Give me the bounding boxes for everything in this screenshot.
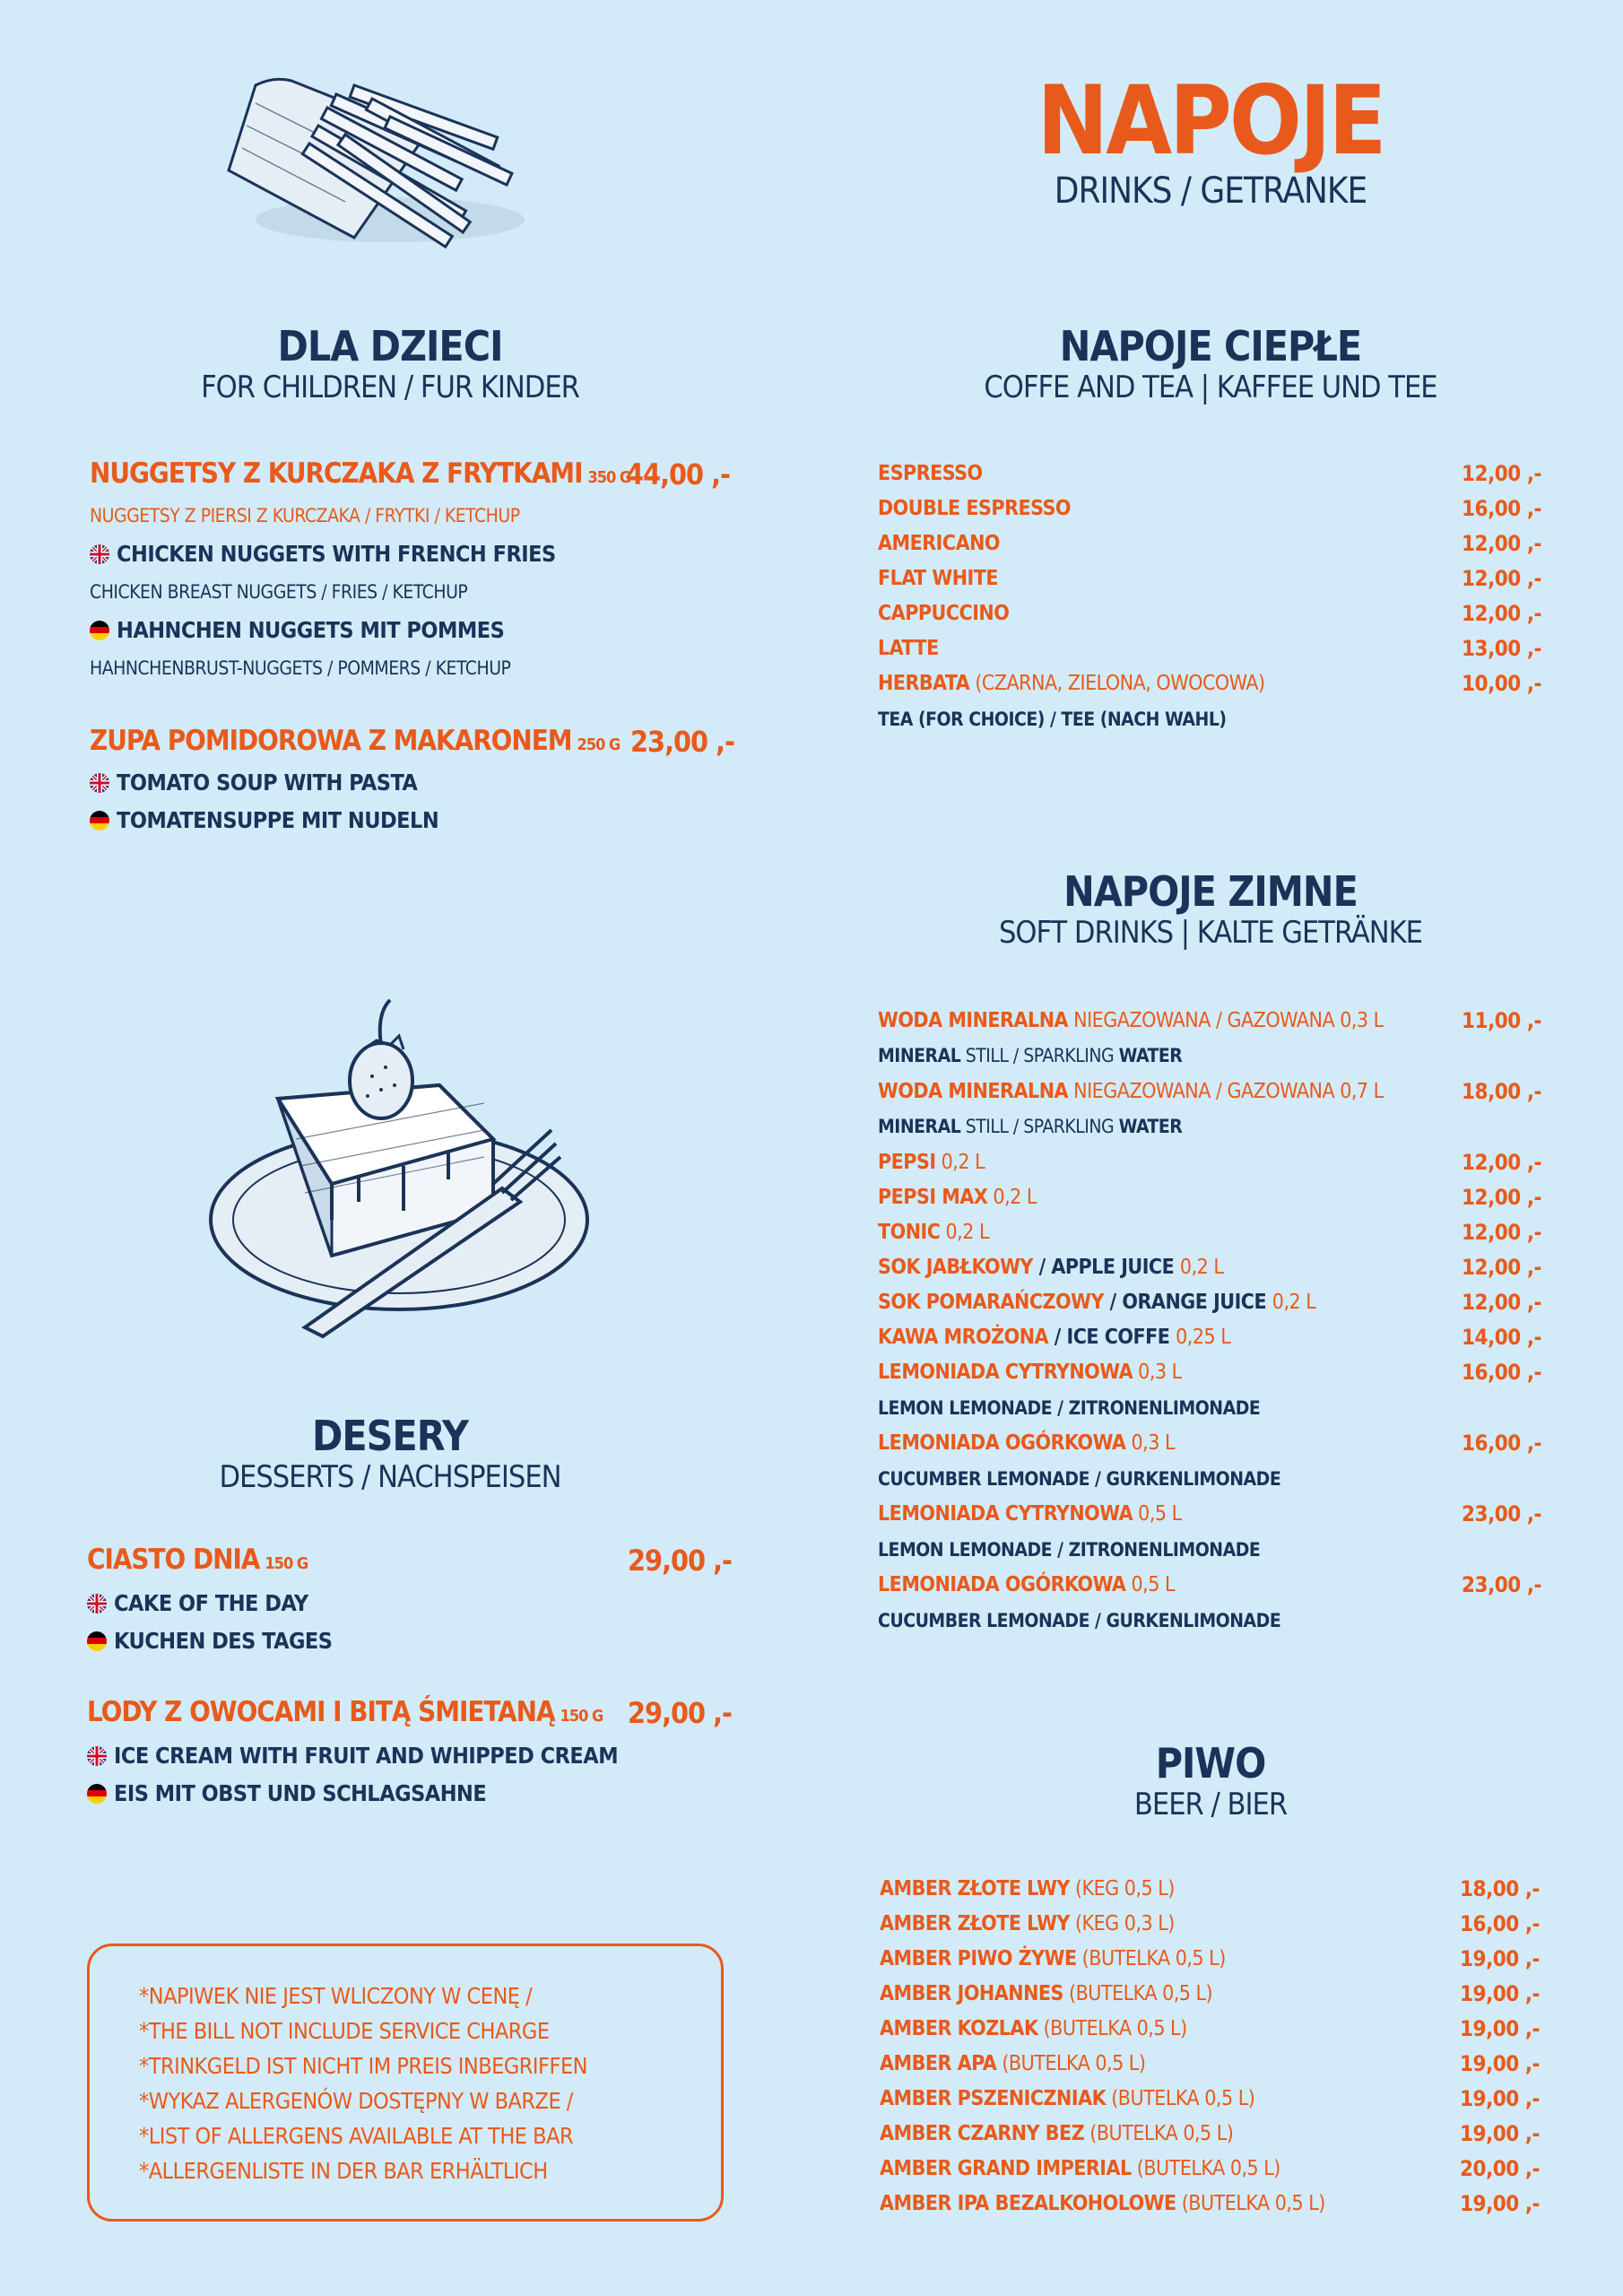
hot-drinks-subtitle: COFFE AND TEA | KAFFEE UND TEE <box>984 370 1437 405</box>
hot-drink-row: LATTE 13,00 ,- <box>878 635 1541 661</box>
kids-item-2-price: 23,00 ,- <box>630 725 734 759</box>
dessert-item-2-de: EIS MIT OBST UND SCHLAGSAHNE <box>87 1780 486 1806</box>
dessert-item-2-name: LODY Z OWOCAMI I BITĄ ŚMIETANĄ 150 G <box>87 1696 603 1728</box>
note-line: *NAPIWEK NIE JEST WLICZONY W CENĘ / <box>139 1983 533 2009</box>
beer-row: AMBER IPA BEZALKOHOLOWE (BUTELKA 0,5 L) 19,00 ,- <box>880 2190 1540 2216</box>
cold-drink-row: PEPSI 0,2 L 12,00 ,- <box>878 1149 1541 1175</box>
beer-title: PIWO <box>1155 1739 1266 1787</box>
cold-drink-row: SOK JABŁKOWY / APPLE JUICE 0,2 L 12,00 ,- <box>878 1254 1541 1280</box>
beer-row: AMBER JOHANNES (BUTELKA 0,5 L) 19,00 ,- <box>880 1980 1540 2006</box>
cold-drink-row: KAWA MROŻONA / ICE COFFE 0,25 L 14,00 ,- <box>878 1324 1541 1350</box>
cold-drink-row: WODA MINERALNA NIEGAZOWANA / GAZOWANA 0,3 L 11,00 ,- <box>878 1007 1541 1033</box>
note-line: *ALLERGENLISTE IN DER BAR ERHÄLTLICH <box>139 2158 548 2184</box>
kids-item-1-de-desc: HAHNCHENBRUST-NUGGETS / POMMERS / KETCHUP <box>90 657 511 679</box>
kids-item-2-de: TOMATENSUPPE MIT NUDELN <box>90 807 438 833</box>
beer-row: AMBER KOZLAK (BUTELKA 0,5 L) 19,00 ,- <box>880 2015 1540 2041</box>
note-line: *WYKAZ ALERGENÓW DOSTĘPNY W BARZE / <box>139 2088 573 2114</box>
dessert-item-2-price: 29,00 ,- <box>628 1696 732 1730</box>
dessert-item-2-en: ICE CREAM WITH FRUIT AND WHIPPED CREAM <box>87 1743 618 1769</box>
kids-item-1-en: CHICKEN NUGGETS WITH FRENCH FRIES <box>90 541 556 567</box>
desserts-subtitle: DESSERTS / NACHSPEISEN <box>219 1459 561 1495</box>
beer-header <box>942 1740 1480 1822</box>
german-flag-icon <box>90 621 109 640</box>
hot-drink-row: HERBATA (CZARNA, ZIELONA, OWOCOWA) 10,00 ,- <box>878 670 1541 696</box>
french-fries-illustration <box>220 72 578 260</box>
german-flag-icon <box>87 1631 107 1651</box>
cold-drink-sub: CUCUMBER LEMONADE / GURKENLIMONADE <box>878 1468 1281 1490</box>
cold-drink-sub: LEMON LEMONADE / ZITRONENLIMONADE <box>878 1397 1261 1419</box>
cold-drink-row: WODA MINERALNA NIEGAZOWANA / GAZOWANA 0,7 L 18,00 ,- <box>878 1078 1541 1104</box>
kids-subtitle: FOR CHILDREN / FUR KINDER <box>201 370 579 405</box>
note-line: *THE BILL NOT INCLUDE SERVICE CHARGE <box>139 2018 550 2044</box>
dessert-item-1-de: KUCHEN DES TAGES <box>87 1628 333 1654</box>
dessert-item-1-price: 29,00 ,- <box>628 1544 732 1578</box>
cold-drinks-subtitle: SOFT DRINKS | KALTE GETRÄNKE <box>999 915 1422 951</box>
hot-drink-row: DOUBLE ESPRESSO 16,00 ,- <box>878 495 1541 521</box>
cold-drink-row: LEMONIADA OGÓRKOWA 0,3 L 16,00 ,- <box>878 1430 1541 1456</box>
hot-drink-row: AMERICANO 12,00 ,- <box>878 530 1541 556</box>
hot-drink-row: ESPRESSO 12,00 ,- <box>878 460 1541 486</box>
hot-drink-row: CAPPUCCINO 12,00 ,- <box>878 600 1541 626</box>
kids-item-1-price: 44,00 ,- <box>626 457 730 491</box>
cold-drink-row: TONIC 0,2 L 12,00 ,- <box>878 1219 1541 1245</box>
kids-item-1-desc: NUGGETSY Z PIERSI Z KURCZAKA / FRYTKI / KETCHUP <box>90 505 520 526</box>
beer-row: AMBER PSZENICZNIAK (BUTELKA 0,5 L) 19,00 ,- <box>880 2085 1540 2111</box>
kids-item-2-name: ZUPA POMIDOROWA Z MAKARONEM 250 G <box>90 725 621 757</box>
beer-subtitle: BEER / BIER <box>1133 1787 1288 1822</box>
cold-drink-sub: MINERAL STILL / SPARKLING WATER <box>878 1045 1183 1066</box>
cold-drink-row: LEMONIADA OGÓRKOWA 0,5 L 23,00 ,- <box>878 1571 1541 1597</box>
beer-row: AMBER PIWO ŻYWE (BUTELKA 0,5 L) 19,00 ,- <box>880 1945 1540 1971</box>
dessert-item-1-en: CAKE OF THE DAY <box>87 1590 308 1616</box>
hot-drink-row: FLAT WHITE 12,00 ,- <box>878 565 1541 591</box>
page-title: NAPOJE <box>1037 65 1384 176</box>
note-line: *TRINKGELD IST NICHT IM PREIS INBEGRIFFEN <box>139 2053 587 2079</box>
cold-drinks-header <box>942 868 1480 951</box>
uk-flag-icon <box>90 773 109 793</box>
beer-row: AMBER APA (BUTELKA 0,5 L) 19,00 ,- <box>880 2050 1540 2076</box>
tea-note: TEA (FOR CHOICE) / TEE (NACH WAHL) <box>878 709 1227 730</box>
hot-drinks-header <box>942 323 1480 405</box>
cold-drinks-title: NAPOJE ZIMNE <box>1063 867 1358 916</box>
beer-row: AMBER ZŁOTE LWY (KEG 0,3 L) 16,00 ,- <box>880 1910 1540 1936</box>
dessert-item-1-name: CIASTO DNIA 150 G <box>87 1544 308 1576</box>
kids-header <box>126 323 655 405</box>
beer-row: AMBER CZARNY BEZ (BUTELKA 0,5 L) 19,00 ,- <box>880 2120 1540 2146</box>
note-line: *LIST OF ALLERGENS AVAILABLE AT THE BAR <box>139 2123 574 2149</box>
cold-drink-row: LEMONIADA CYTRYNOWA 0,3 L 16,00 ,- <box>878 1359 1541 1385</box>
cold-drink-sub: LEMON LEMONADE / ZITRONENLIMONADE <box>878 1539 1261 1561</box>
kids-item-1-en-desc: CHICKEN BREAST NUGGETS / FRIES / KETCHUP <box>90 581 468 603</box>
uk-flag-icon <box>90 544 109 564</box>
cold-drink-sub: CUCUMBER LEMONADE / GURKENLIMONADE <box>878 1610 1281 1631</box>
kids-item-1-de: HAHNCHEN NUGGETS MIT POMMES <box>90 617 504 643</box>
cold-drink-row: PEPSI MAX 0,2 L 12,00 ,- <box>878 1184 1541 1210</box>
drinks-header <box>977 65 1444 212</box>
german-flag-icon <box>90 811 109 831</box>
beer-row: AMBER GRAND IMPERIAL (BUTELKA 0,5 L) 20,00 ,- <box>880 2155 1540 2181</box>
kids-title: DLA DZIECI <box>277 322 503 370</box>
desserts-title: DESERY <box>311 1412 469 1460</box>
hot-drinks-title: NAPOJE CIEPŁE <box>1059 322 1362 370</box>
desserts-header <box>126 1413 655 1495</box>
cold-drink-row: SOK POMARAŃCZOWY / ORANGE JUICE 0,2 L 12,00 ,- <box>878 1289 1541 1315</box>
kids-item-2-en: TOMATO SOUP WITH PASTA <box>90 770 417 796</box>
uk-flag-icon <box>87 1594 107 1613</box>
cake-illustration <box>197 996 601 1345</box>
uk-flag-icon <box>87 1746 107 1766</box>
cold-drink-row: LEMONIADA CYTRYNOWA 0,5 L 23,00 ,- <box>878 1500 1541 1526</box>
kids-item-1-name: NUGGETSY Z KURCZAKA Z FRYTKAMI 350 G <box>90 457 631 490</box>
beer-row: AMBER ZŁOTE LWY (KEG 0,5 L) 18,00 ,- <box>880 1875 1540 1901</box>
german-flag-icon <box>87 1784 107 1804</box>
cold-drink-sub: MINERAL STILL / SPARKLING WATER <box>878 1116 1183 1137</box>
page-subtitle: DRINKS / GETRANKE <box>1054 170 1367 212</box>
